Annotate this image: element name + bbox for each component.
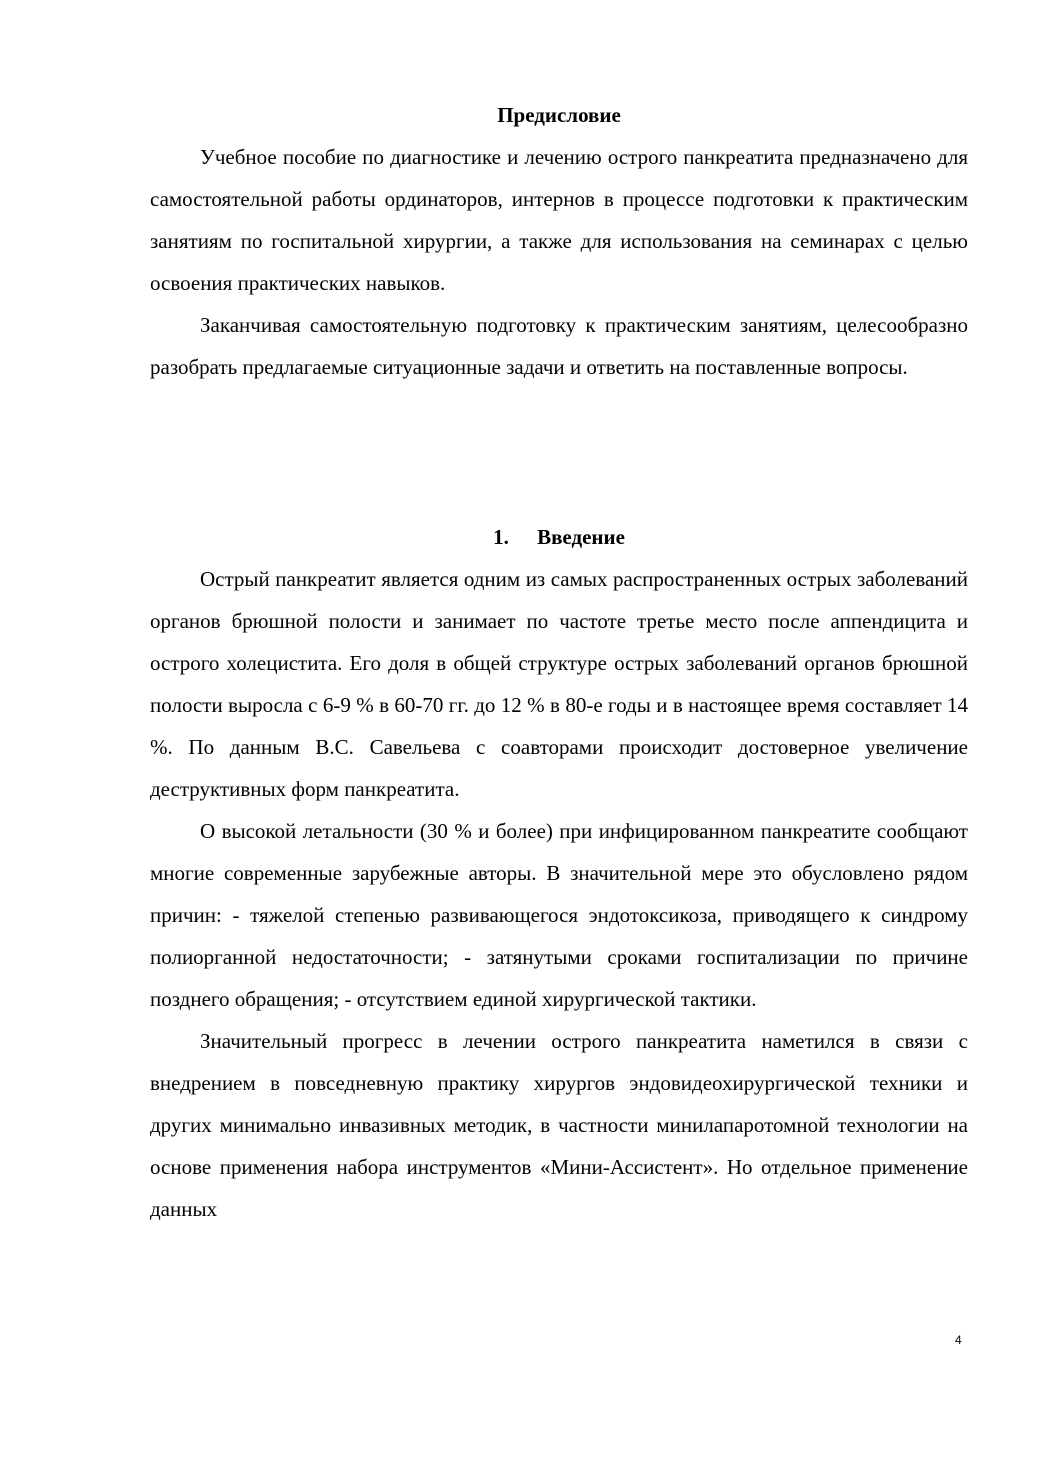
section-paragraph-1: Острый панкреатит является одним из самых распространенных острых заболеваний органов брюшной полости и занимает по частоте третье место после аппендицита и острого холецистита. Его доля в общей структуре острых заболеваний органов брюшной полости выросла с 6-9 % в 60-70 гг. до 12 % в 80-е годы и в настоящее время составляет 14 %. По данным В.С. Савельева с соавторами происходит достоверное увеличение деструктивных форм панкреатита. xyxy=(150,567,968,801)
page-number: 4 xyxy=(955,1333,962,1347)
section-paragraph-3: Значительный прогресс в лечении острого панкреатита наметился в связи с внедрением в повседневную практику хирургов эндовидеохирургической техники и других минимально инвазивных методик, в частности минилапаротомной технологии на основе применения набора инструментов «Мини-Ассистент». Но отдельное применение данных xyxy=(150,1029,968,1221)
section-paragraph-2: О высокой летальности (30 % и более) при инфицированном панкреатите сообщают многие современные зарубежные авторы. В значительной мере это обусловлено рядом причин: - тяжелой степенью развивающегося эндотоксикоза, приводящего к синдрому полиорганной недостаточности; - затянутыми сроками госпитализации по причине позднего обращения; - отсутствием единой хирургической тактики. xyxy=(150,819,968,1011)
section-heading xyxy=(150,516,968,558)
preface-body xyxy=(150,136,968,388)
preface-title: Предисловие xyxy=(497,103,621,127)
preface-paragraph-2: Заканчивая самостоятельную подготовку к практическим занятиям, целесообразно разобрать предлагаемые ситуационные задачи и ответить на поставленные вопросы. xyxy=(150,313,968,379)
section-title: Введение xyxy=(537,525,625,549)
section-number: 1. xyxy=(493,525,509,549)
section-body xyxy=(150,558,968,1230)
preface-paragraph-1: Учебное пособие по диагностике и лечению острого панкреатита предназначено для самостоятельной работы ординаторов, интернов в процессе подготовки к практическим занятиям по госпитальной хирургии, а также для использования на семинарах с целью освоения практических навыков. xyxy=(150,145,968,295)
